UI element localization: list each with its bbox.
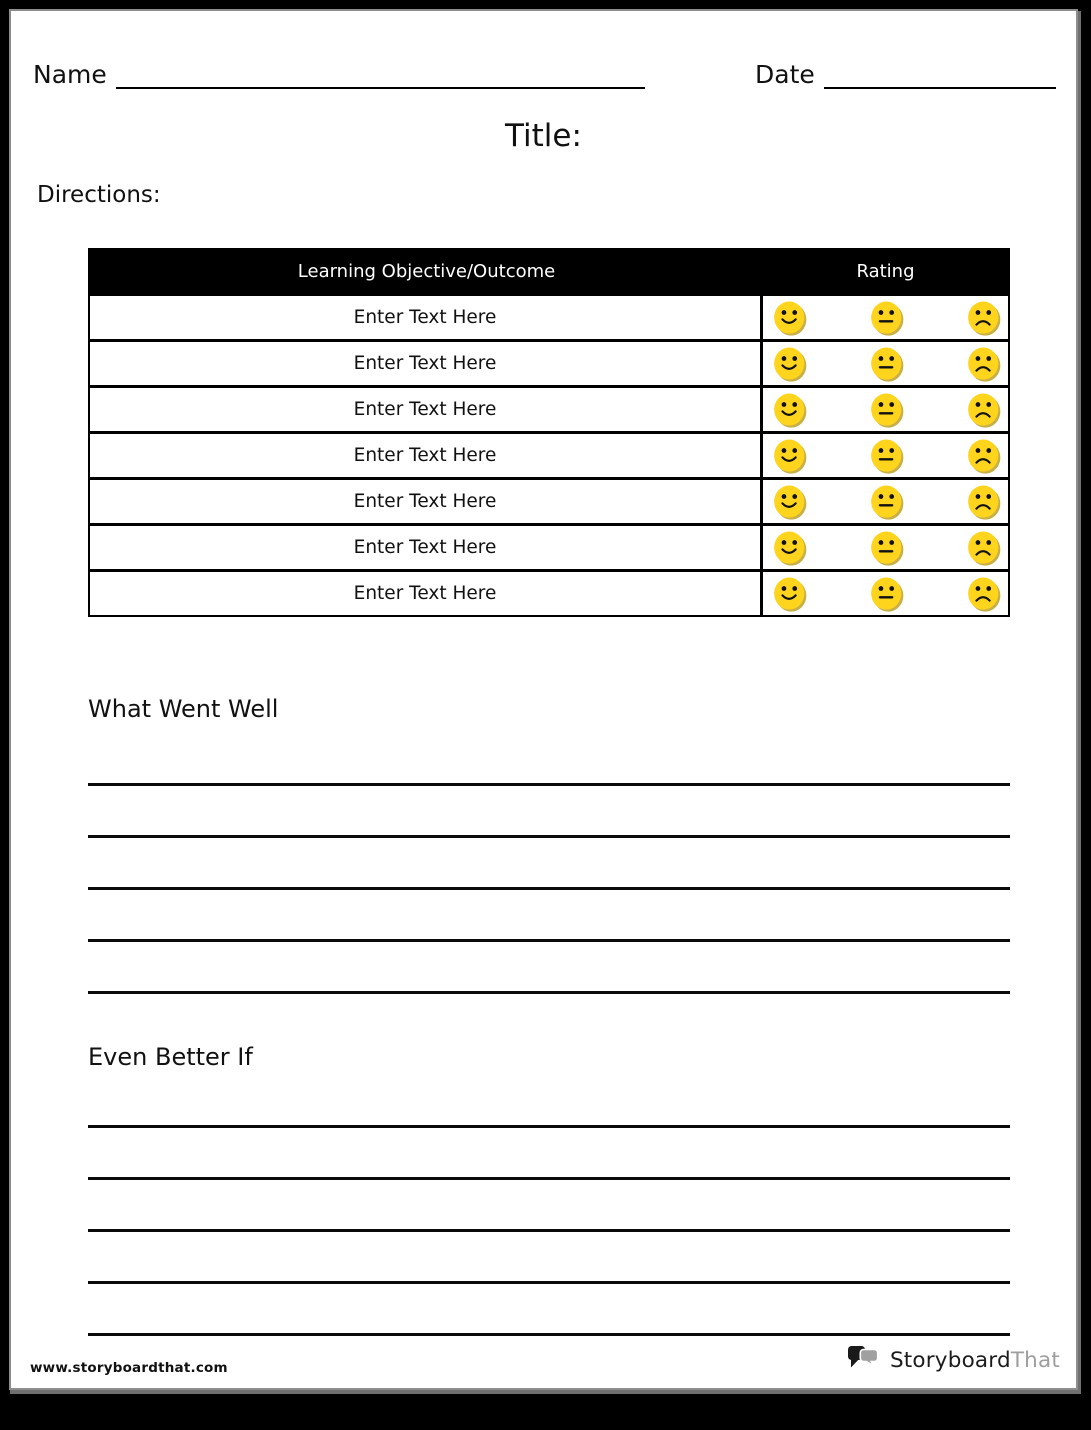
- name-field-row: [33, 55, 645, 89]
- date-label: Date: [755, 60, 815, 89]
- objective-cell[interactable]: Enter Text Here: [90, 526, 763, 569]
- section-heading-even-better-if: Even Better If: [88, 1043, 253, 1071]
- writing-line[interactable]: [88, 1125, 1010, 1128]
- neutral-face-icon[interactable]: [870, 530, 904, 566]
- rating-cell: [763, 388, 1008, 431]
- speech-bubbles-icon: [847, 1345, 883, 1376]
- sad-face-icon[interactable]: [967, 484, 1001, 520]
- neutral-face-icon[interactable]: [870, 576, 904, 612]
- rating-cell: [763, 434, 1008, 477]
- rating-table: [88, 248, 1010, 617]
- neutral-face-icon[interactable]: [870, 392, 904, 428]
- directions-label: Directions:: [37, 182, 161, 208]
- writing-line[interactable]: [88, 887, 1010, 890]
- sad-face-icon[interactable]: [967, 300, 1001, 336]
- sad-face-icon[interactable]: [967, 346, 1001, 382]
- writing-line[interactable]: [88, 783, 1010, 786]
- writing-line[interactable]: [88, 1177, 1010, 1180]
- writing-line[interactable]: [88, 835, 1010, 838]
- rating-cell: [763, 342, 1008, 385]
- neutral-face-icon[interactable]: [870, 484, 904, 520]
- worksheet-page: [9, 9, 1078, 1390]
- smiley-face-icon[interactable]: [773, 300, 807, 336]
- name-input-line[interactable]: [116, 59, 645, 89]
- table-row: [90, 385, 1008, 431]
- writing-line[interactable]: [88, 1333, 1010, 1336]
- table-row: [90, 523, 1008, 569]
- table-row: [90, 293, 1008, 339]
- date-field-row: [755, 55, 1056, 89]
- rating-cell: [763, 526, 1008, 569]
- smiley-face-icon[interactable]: [773, 576, 807, 612]
- rating-cell: [763, 572, 1008, 615]
- objective-cell[interactable]: Enter Text Here: [90, 296, 763, 339]
- table-row: [90, 431, 1008, 477]
- website-url: www.storyboardthat.com: [30, 1360, 228, 1376]
- objective-cell[interactable]: Enter Text Here: [90, 572, 763, 615]
- table-header-row: [90, 250, 1008, 293]
- section-heading-what-went-well: What Went Well: [88, 695, 279, 723]
- objective-cell[interactable]: Enter Text Here: [90, 388, 763, 431]
- rating-column-header: Rating: [856, 261, 915, 282]
- objective-column-header: Learning Objective/Outcome: [297, 261, 556, 282]
- table-row: [90, 339, 1008, 385]
- neutral-face-icon[interactable]: [870, 438, 904, 474]
- objective-cell[interactable]: Enter Text Here: [90, 342, 763, 385]
- writing-line[interactable]: [88, 1229, 1010, 1232]
- logo-text: [890, 1348, 1060, 1373]
- name-label: Name: [33, 60, 107, 89]
- logo-text-secondary: That: [1010, 1348, 1060, 1373]
- writing-line[interactable]: [88, 1281, 1010, 1284]
- rating-cell: [763, 480, 1008, 523]
- table-row: [90, 569, 1008, 615]
- neutral-face-icon[interactable]: [870, 346, 904, 382]
- rating-cell: [763, 296, 1008, 339]
- smiley-face-icon[interactable]: [773, 346, 807, 382]
- table-row: [90, 477, 1008, 523]
- sad-face-icon[interactable]: [967, 438, 1001, 474]
- smiley-face-icon[interactable]: [773, 392, 807, 428]
- storyboardthat-logo: [847, 1345, 1060, 1376]
- sad-face-icon[interactable]: [967, 530, 1001, 566]
- logo-text-primary: Storyboard: [889, 1348, 1011, 1373]
- objective-cell[interactable]: Enter Text Here: [90, 480, 763, 523]
- objective-cell[interactable]: Enter Text Here: [90, 434, 763, 477]
- sad-face-icon[interactable]: [967, 576, 1001, 612]
- neutral-face-icon[interactable]: [870, 300, 904, 336]
- date-input-line[interactable]: [824, 59, 1056, 89]
- sad-face-icon[interactable]: [967, 392, 1001, 428]
- writing-line[interactable]: [88, 991, 1010, 994]
- writing-line[interactable]: [88, 939, 1010, 942]
- smiley-face-icon[interactable]: [773, 484, 807, 520]
- smiley-face-icon[interactable]: [773, 438, 807, 474]
- smiley-face-icon[interactable]: [773, 530, 807, 566]
- page-title: Title:: [505, 118, 582, 154]
